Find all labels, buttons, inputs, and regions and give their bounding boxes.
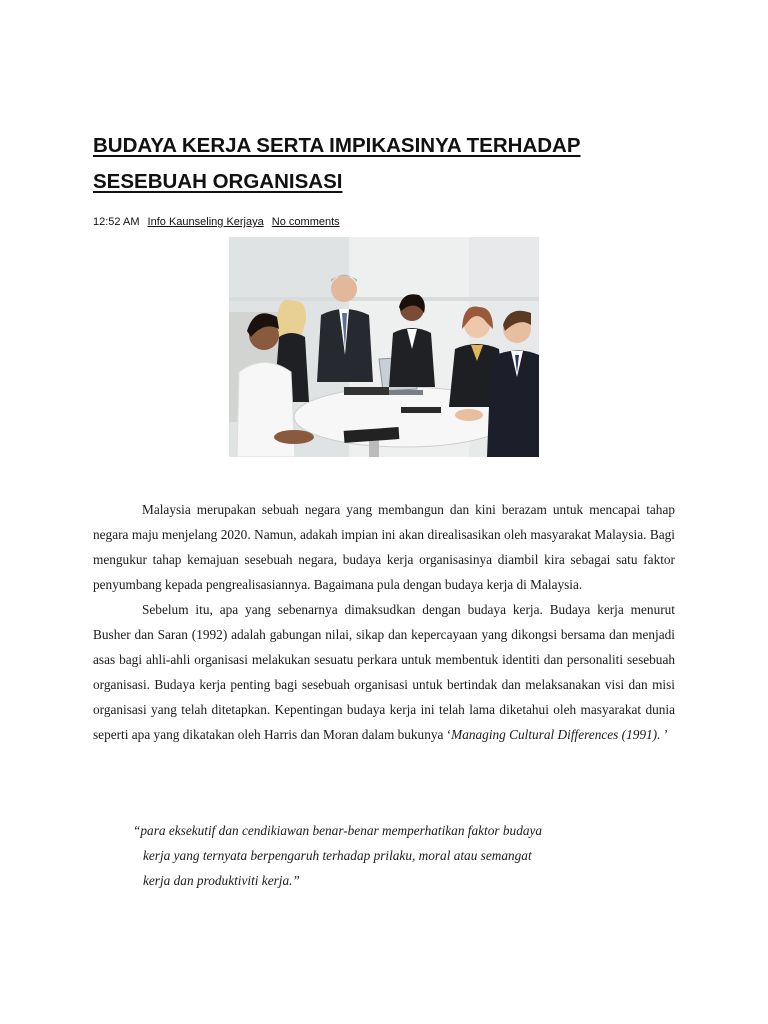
book-title: Managing Cultural Differences (1991).	[451, 727, 661, 742]
title-line-1: BUDAYA KERJA SERTA IMPIKASINYA TERHADAP	[93, 134, 581, 157]
book-title-close: ’	[660, 727, 669, 742]
post-meta	[93, 216, 340, 228]
business-team-meeting-photo	[229, 237, 539, 457]
page-title	[93, 128, 675, 200]
article-body	[93, 497, 675, 747]
quote-line-3: kerja dan produktiviti kerja.”	[143, 873, 300, 888]
paragraph-1: Malaysia merupakan sebuah negara yang membangun dan kini berazam untuk mencapai tahap negara maju menjelang 2020. Namun, adakah impian ini akan direalisasikan oleh masyarakat Malaysia. Bagi mengukur tahap kemajuan sesebuah negara, budaya kerja organisasinya diambil kira sebagai satu faktor penyumbang kepada pengrealisasiannya. Bagaimana pula dengan budaya kerja di Malaysia.	[93, 502, 675, 592]
quote-line-2: kerja yang ternyata berpengaruh terhadap prilaku, moral atau semangat	[143, 848, 532, 863]
paragraph-2-text: Sebelum itu, apa yang sebenarnya dimaksudkan dengan budaya kerja. Budaya kerja menurut Busher dan Saran (1992) adalah gabungan nilai, sikap dan kepercayaan yang dikongsi bersama dan menjadi asas bagi ahli-ahli organisasi melakukan sesuatu perkara untuk membentuk identiti dan personaliti sesebuah organisasi. Budaya kerja penting bagi sesebuah organisasi untuk bertindak dan melaksanakan visi dan misi organisasi yang telah ditetapkan. Kepentingan budaya kerja ini telah lama diketahui oleh masyarakat dunia seperti apa yang dikatakan oleh Harris dan Moran dalam bukunya ‘	[93, 602, 675, 742]
quote-line-1: “para eksekutif dan cendikiawan benar-benar memperhatikan faktor budaya	[133, 823, 543, 838]
comments-link[interactable]: No comments	[271, 216, 340, 228]
paragraph-2	[93, 597, 675, 747]
block-quote	[133, 818, 633, 893]
category-link[interactable]: Info Kaunseling Kerjaya	[147, 216, 264, 228]
post-time: 12:52 AM	[93, 216, 140, 228]
title-line-2: SESEBUAH ORGANISASI	[93, 170, 343, 193]
